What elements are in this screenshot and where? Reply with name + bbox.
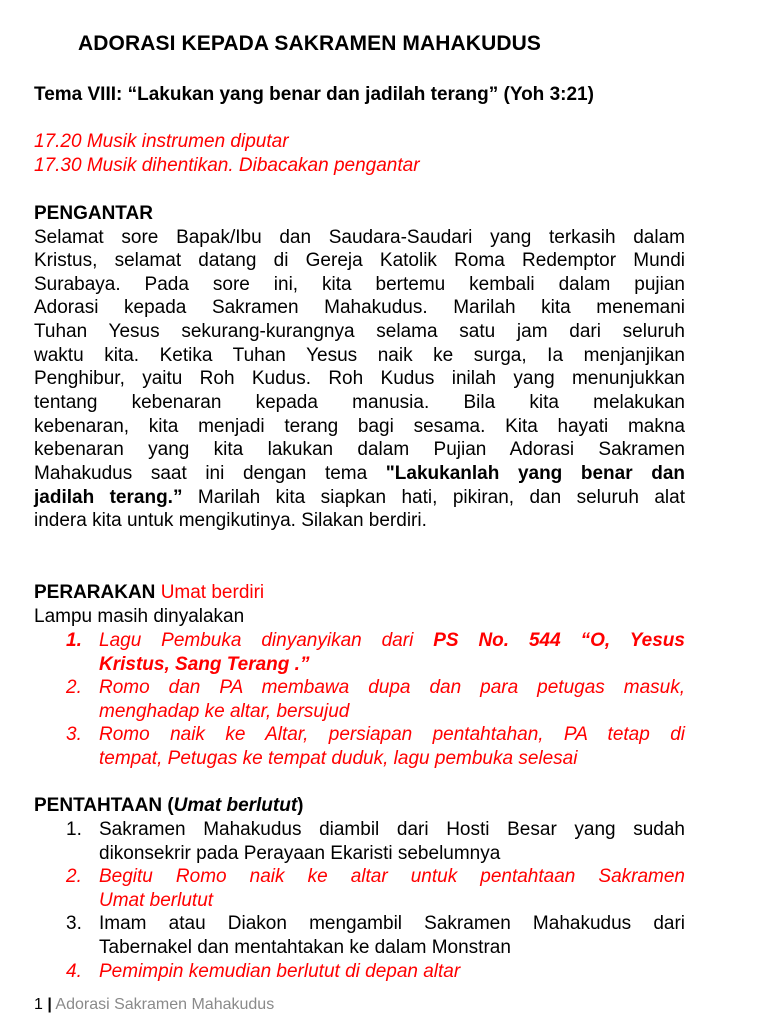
list-line: Romo naik ke Altar, persiapan pentahtahan, PA tetap di [99, 724, 685, 746]
page-number: 1 [34, 996, 43, 1013]
paragraph-line: Surabaya. Pada sore ini, kita bertemu kembali dalam pujian [34, 273, 685, 295]
paragraph-line [34, 486, 685, 510]
list-line: Tabernakel dan mentahtakan ke dalam Monstran [99, 936, 511, 958]
song-title: Kristus, Sang Terang .” [99, 653, 310, 675]
perarakan-list [34, 629, 685, 771]
footer-separator: | [47, 996, 52, 1013]
paragraph-text: Marilah kita siapkan hati, pikiran, dan seluruh alat [182, 486, 685, 508]
list-line: dikonsekrir pada Perayaan Ekaristi sebelumnya [99, 842, 501, 864]
theme-quote: "Lakukanlah yang benar dan [385, 462, 686, 484]
paragraph-line: Penghibur, yaitu Roh Kudus. Roh Kudus inilah yang menunjukkan [34, 368, 685, 390]
paragraph-line: Kristus, selamat datang di Gereja Katolik Roma Redemptor Mundi [34, 250, 685, 272]
list-item [34, 629, 685, 676]
list-line [99, 629, 685, 653]
list-number: 3. [66, 724, 82, 746]
list-line: Sakramen Mahakudus diambil dari Hosti Besar yang sudah [99, 819, 685, 840]
paragraph-text: Mahakudus saat ini dengan tema [34, 462, 386, 484]
theme-line: Tema VIII: “Lakukan yang benar dan jadilah terang” (Yoh 3:21) [34, 84, 594, 105]
list-number: 2. [66, 866, 82, 888]
perarakan-subtitle: Lampu masih dinyalakan [34, 606, 245, 627]
pentahtaan-note: Umat berlutut [173, 795, 298, 816]
list-text: Lagu Pembuka dinyanyikan dari [99, 630, 434, 651]
list-item [34, 865, 685, 912]
paragraph-line: kebenaran yang kita lakukan dalam Pujian Adorasi Sakramen [34, 439, 685, 461]
page-footer [34, 996, 274, 1014]
schedule-item: 17.30 Musik dihentikan. Dibacakan pengantar [34, 154, 420, 176]
pentahtaan-list [34, 818, 685, 983]
paragraph-line: indera kita untuk mengikutinya. Silakan berdiri. [34, 510, 427, 532]
document-title: ADORASI KEPADA SAKRAMEN MAHAKUDUS [78, 32, 541, 55]
paragraph-line: kebenaran, kita menjadi terang bagi sesama. Kita hayati makna [34, 415, 685, 437]
paragraph-line: Adorasi kepada Sakramen Mahakudus. Marilah kita menemani [34, 297, 685, 319]
list-item [34, 818, 685, 865]
list-number: 1. [66, 819, 82, 840]
schedule [34, 130, 420, 177]
list-number: 1. [66, 630, 82, 651]
list-number: 2. [66, 677, 82, 699]
list-line: Begitu Romo naik ke altar untuk pentahtaan Sakramen [99, 866, 685, 888]
footer-text: Adorasi Sakramen Mahakudus [55, 996, 275, 1013]
theme-quote-end: jadilah terang.” [34, 486, 183, 508]
paragraph-line: Selamat sore Bapak/Ibu dan Saudara-Saudari yang terkasih dalam [34, 226, 685, 248]
song-reference: PS No. 544 “O, Yesus [433, 630, 685, 651]
list-line: tempat, Petugas ke tempat duduk, lagu pembuka selesai [99, 747, 578, 769]
list-line: menghadap ke altar, bersujud [99, 700, 350, 722]
pentahtaan-close: ) [297, 795, 304, 816]
list-line: Umat berlutut [99, 889, 214, 911]
list-item [34, 723, 685, 770]
perarakan-note: Umat berdiri [160, 582, 265, 603]
pengantar-heading: PENGANTAR [34, 203, 153, 224]
list-line [99, 653, 685, 677]
perarakan-title: PERARAKAN [34, 582, 156, 603]
pentahtaan-title: PENTAHTAAN ( [34, 795, 174, 816]
paragraph-line [34, 462, 685, 486]
list-number: 4. [66, 960, 82, 982]
pentahtaan-heading [34, 794, 304, 818]
list-line: Romo dan PA membawa dupa dan para petugas masuk, [99, 677, 685, 699]
schedule-item: 17.20 Musik instrumen diputar [34, 131, 289, 152]
list-line: Imam atau Diakon mengambil Sakramen Mahakudus dari [99, 913, 685, 935]
paragraph-line: tentang kebenaran kepada manusia. Bila kita melakukan [34, 391, 685, 413]
list-item [34, 676, 685, 723]
list-number: 3. [66, 913, 82, 935]
paragraph-line: Tuhan Yesus sekurang-kurangnya selama satu jam dari seluruh [34, 321, 685, 343]
list-item [34, 912, 685, 959]
list-line: Pemimpin kemudian berlutut di depan altar [99, 960, 461, 982]
pengantar-paragraph [34, 226, 685, 533]
paragraph-line: waktu kita. Ketika Tuhan Yesus naik ke surga, Ia menjanjikan [34, 344, 685, 366]
list-item [34, 960, 685, 984]
perarakan-heading [34, 581, 264, 605]
